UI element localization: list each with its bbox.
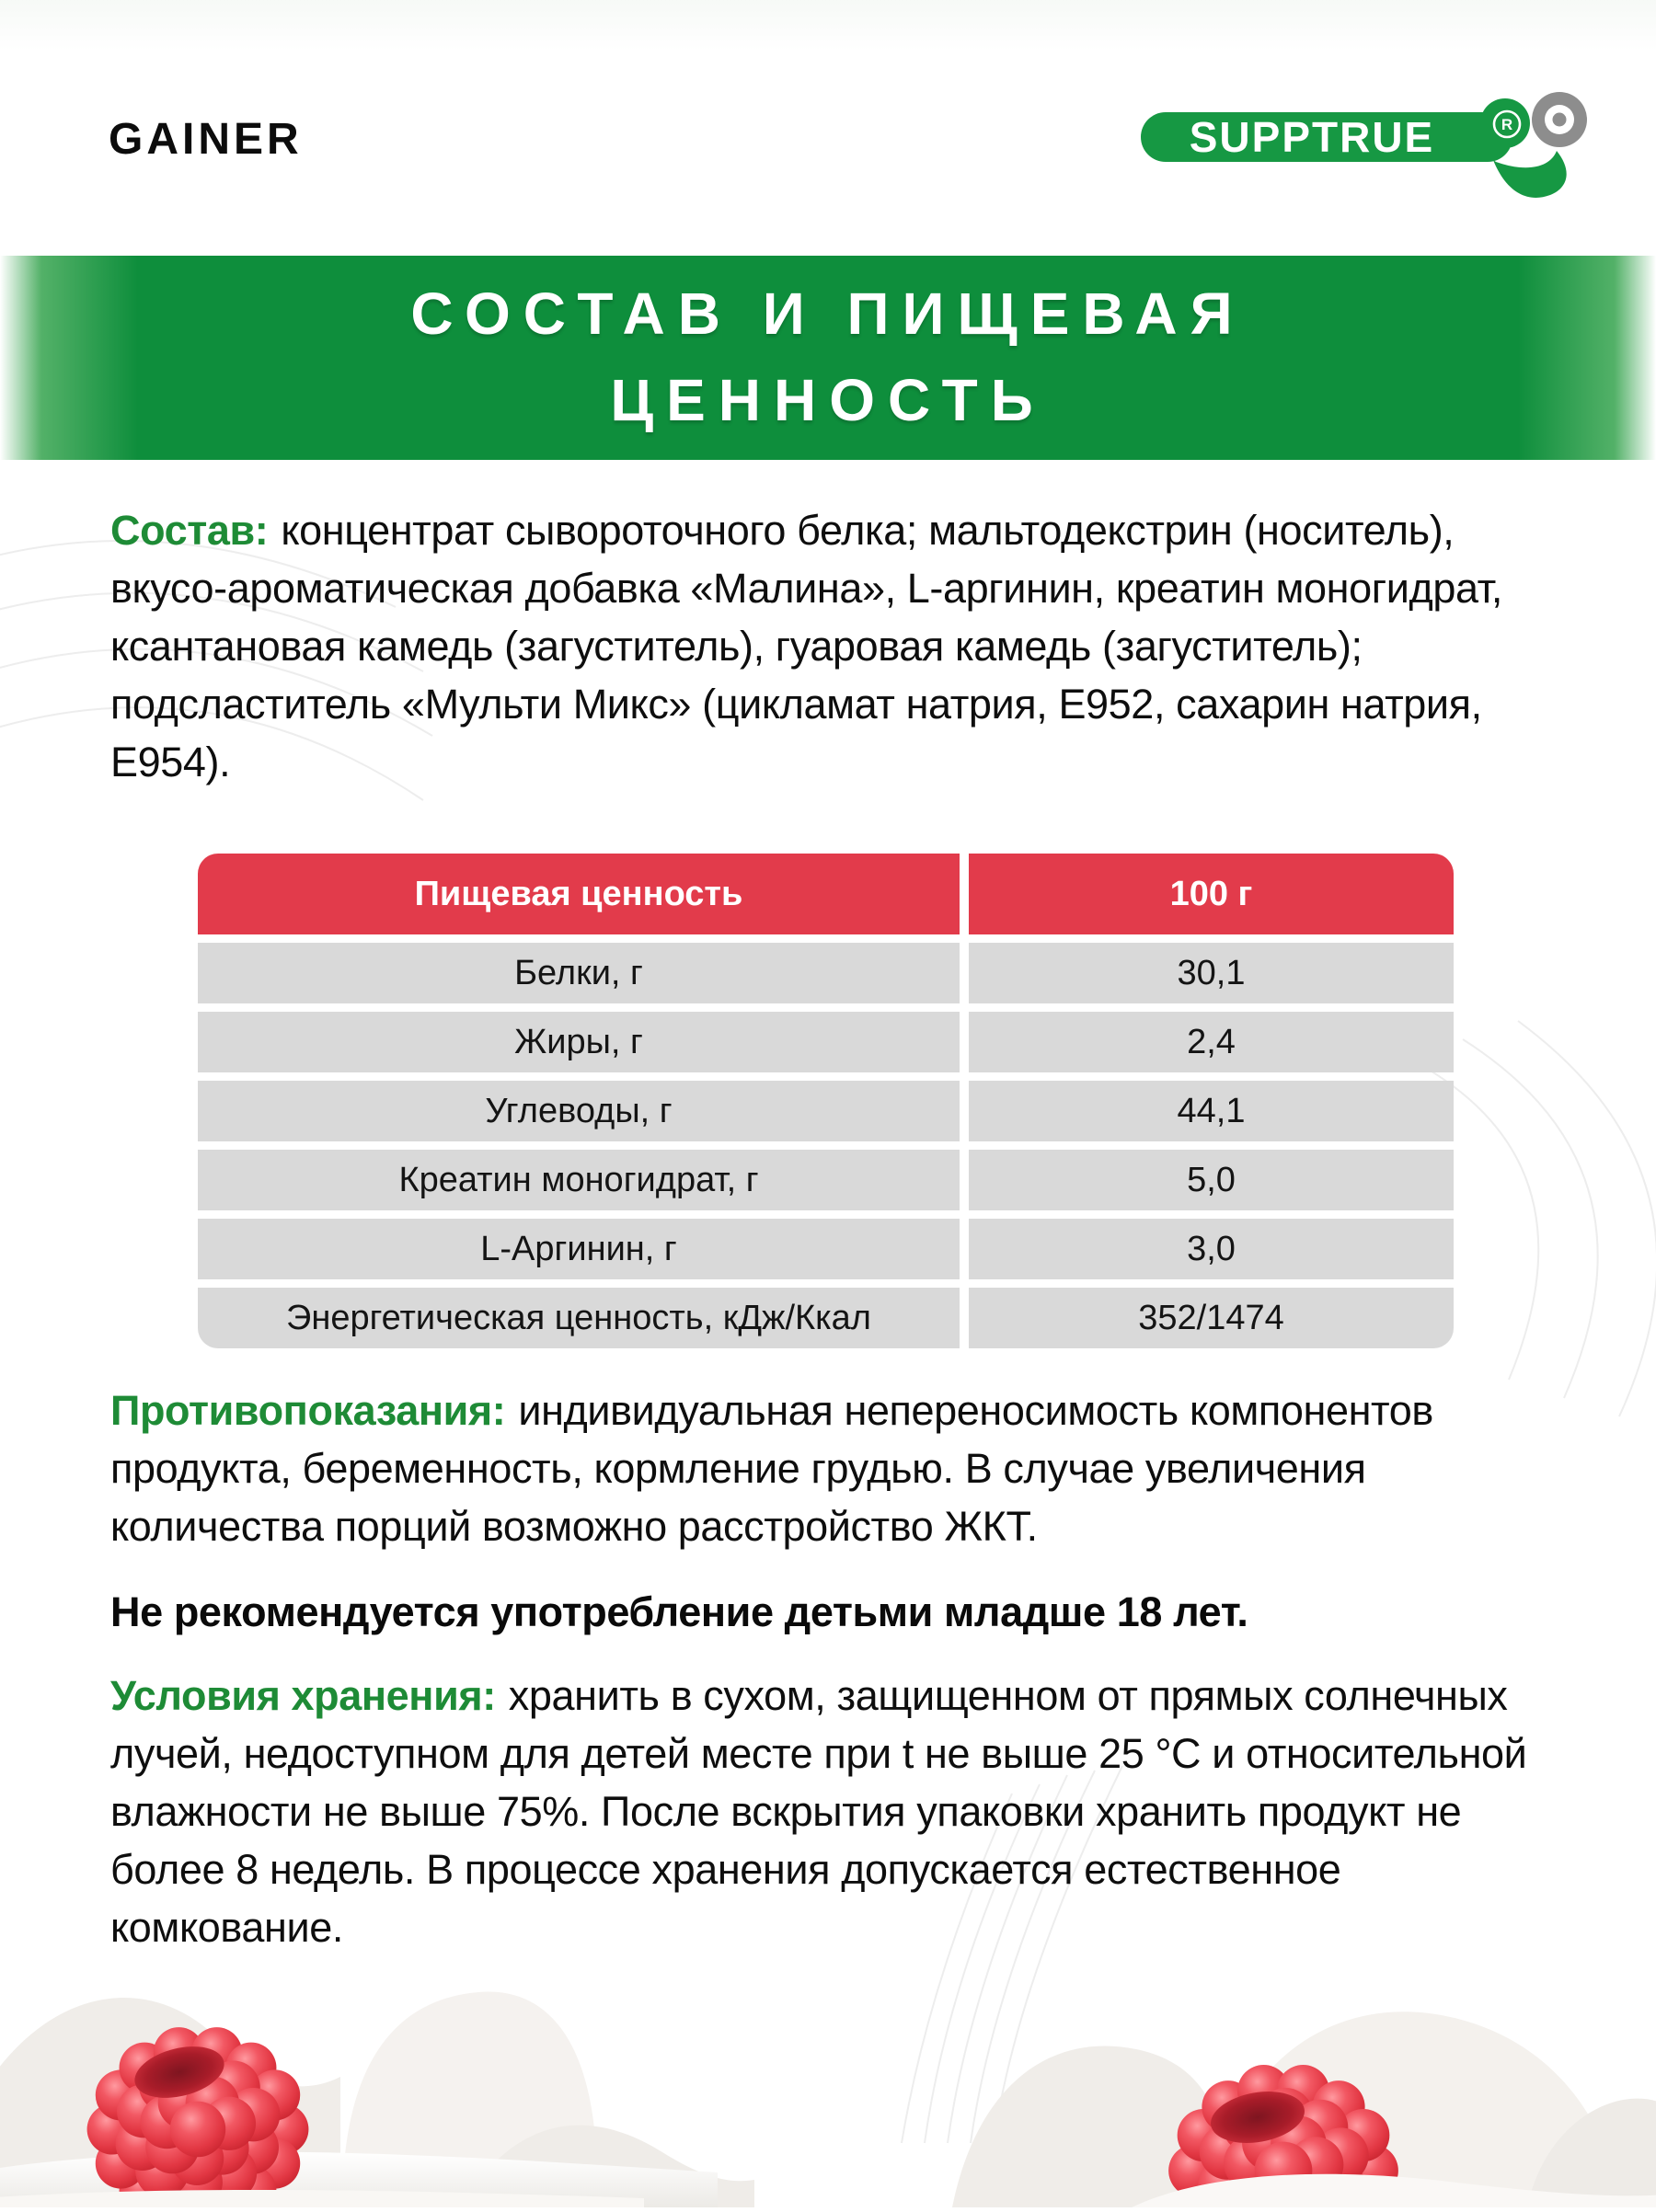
nutrient-value: 5,0 (969, 1150, 1454, 1210)
table-header-nutrition: Пищевая ценность (198, 854, 960, 934)
nutrient-value: 44,1 (969, 1081, 1454, 1141)
nutrition-table (198, 854, 1454, 1357)
storage-paragraph (110, 1667, 1569, 1956)
section-banner (0, 256, 1656, 460)
table-row (198, 1219, 1454, 1279)
nutrient-value: 30,1 (969, 943, 1454, 1003)
storage-text: хранить в сухом, защищенном от прямых солнечных лучей, недоступном для детей месте при t не выше 25 °С и относительной влажности не выше 75%. После вскрытия упаковки хранить продукт не более 8 недель. В процессе хранения допускается естественное комкование. (110, 1672, 1527, 1951)
nutrient-name: Углеводы, г (198, 1081, 960, 1141)
supptrue-logo (1141, 81, 1601, 210)
product-name: GAINER (109, 115, 303, 164)
nutrient-value: 3,0 (969, 1219, 1454, 1279)
nutrient-name: L-Аргинин, г (198, 1219, 960, 1279)
age-warning: Не рекомендуется употребление детьми младше 18 лет. (110, 1588, 1248, 1635)
svg-text:R: R (1501, 116, 1513, 133)
nutrient-value: 2,4 (969, 1012, 1454, 1072)
nutrition-table-header (198, 854, 1454, 934)
nutrient-name: Энергетическая ценность, кДж/Ккал (198, 1288, 960, 1348)
composition-paragraph (110, 501, 1550, 791)
header (0, 81, 1656, 210)
storage-label: Условия хранения: (110, 1672, 496, 1719)
banner-title-line2: ЦЕННОСТЬ (610, 367, 1046, 433)
contraindications-text-block (110, 1381, 1559, 1555)
table-row (198, 1081, 1454, 1141)
nutrient-value: 352/1474 (969, 1288, 1454, 1348)
weight-plate-icon (1532, 92, 1587, 147)
nutrient-name: Креатин моногидрат, г (198, 1150, 960, 1210)
contraindications-paragraph (110, 1381, 1559, 1641)
table-row (198, 943, 1454, 1003)
banner-title-line1: СОСТАВ И ПИЩЕВАЯ (410, 281, 1246, 347)
nutrient-name: Белки, г (198, 943, 960, 1003)
nutrient-name: Жиры, г (198, 1012, 960, 1072)
composition-label: Состав: (110, 507, 269, 554)
brand-wordmark: SUPPTRUE (1189, 113, 1435, 161)
logo-shape (1141, 98, 1567, 198)
table-row (198, 1012, 1454, 1072)
table-row (198, 1288, 1454, 1348)
nutrition-table-body (198, 943, 1454, 1348)
contraindications-text: индивидуальная непереносимость компонентов продукта, беременность, кормление грудью. В случае увеличения количества порций возможно расстройство ЖКТ. (110, 1387, 1433, 1550)
table-row (198, 1150, 1454, 1210)
table-header-per100g: 100 г (969, 854, 1454, 934)
composition-text: концентрат сывороточного белка; мальтодекстрин (носитель), вкусо-ароматическая добавка «Малина», L-аргинин, креатин моногидрат, ксантановая камедь (загуститель), гуаровая камедь (загуститель); подсластитель «Мульти Микс» (цикламат натрия, Е952, сахарин натрия, Е954). (110, 507, 1502, 785)
contraindications-label: Противопоказания: (110, 1387, 506, 1434)
